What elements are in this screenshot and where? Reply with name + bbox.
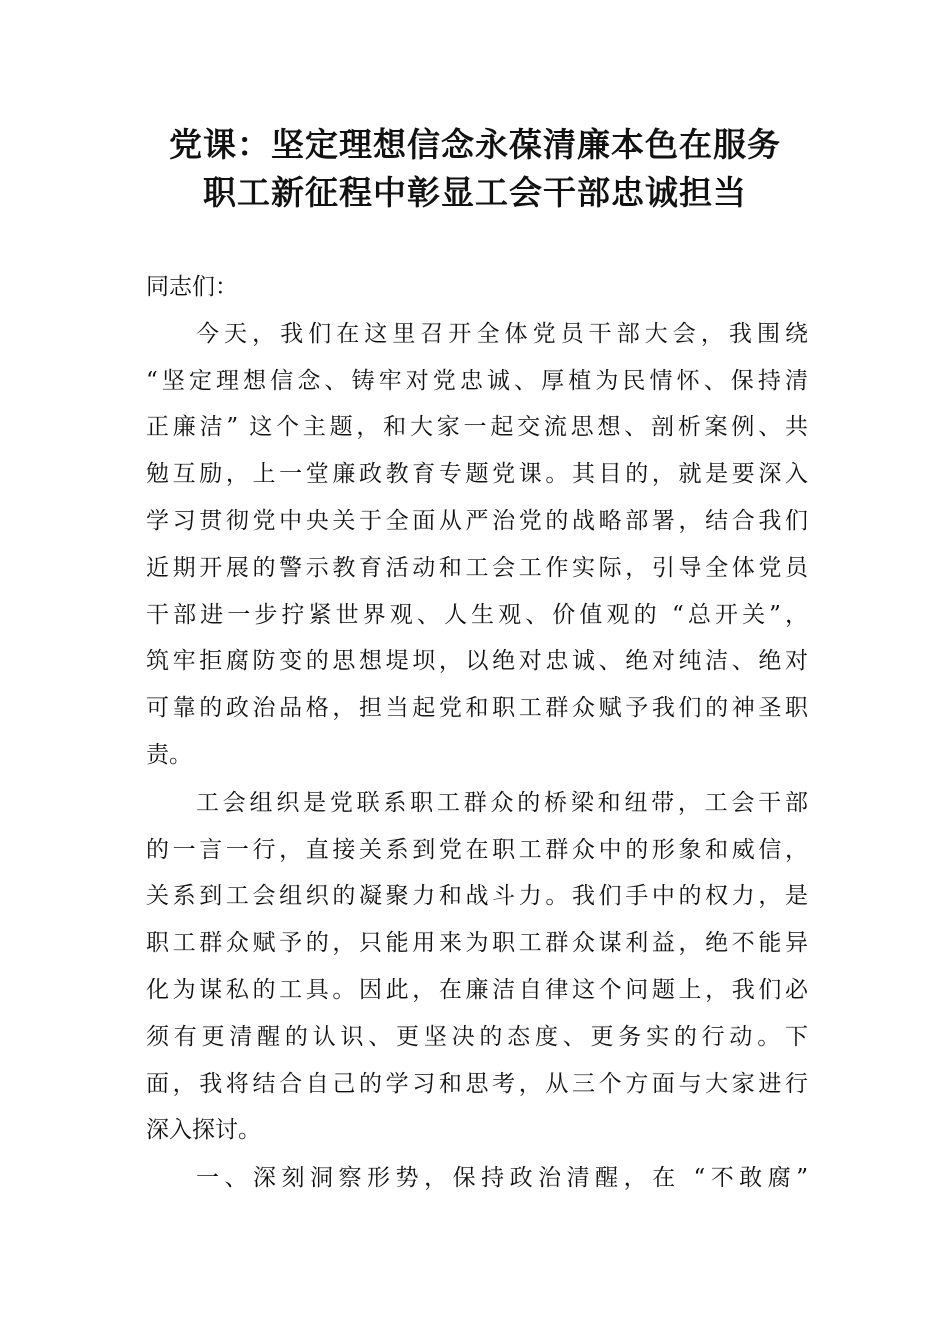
text-line: 须有更清醒的认识、更坚决的态度、更务实的行动。下 [146, 1023, 808, 1050]
paragraph-3 [146, 1155, 808, 1202]
text-line: 责。 [146, 741, 192, 768]
text-line: 勉互励，上一堂廉政教育专题党课。其目的，就是要深入 [146, 461, 808, 488]
title-line: 党课：坚定理想信念永葆清廉本色在服务 [169, 125, 781, 164]
document-body [146, 264, 808, 1202]
text-line: 学习贯彻党中央关于全面从严治党的战略部署，结合我们 [146, 507, 808, 534]
salutation: 同志们： [146, 274, 238, 300]
text-line: 深入探讨。 [146, 1117, 261, 1144]
text-line: 筑牢拒腐防变的思想堤坝，以绝对忠诚、绝对纯洁、绝对 [146, 648, 808, 675]
text-line: 面，我将结合自己的学习和思考，从三个方面与大家进行 [146, 1070, 808, 1097]
paragraph-2 [146, 780, 808, 1154]
text-line: 工会组织是党联系职工群众的桥梁和纽带，工会干部 [196, 789, 808, 816]
text-line: 正廉洁” 这个主题，和大家一起交流思想、剖析案例、共 [146, 414, 808, 441]
document-title [0, 121, 950, 217]
text-line: 干部进一步拧紧世界观、人生观、价值观的 “总开关”， [146, 601, 808, 628]
text-line: 近期开展的警示教育活动和工会工作实际，引导全体党员 [146, 554, 808, 581]
text-line: 今天，我们在这里召开全体党员干部大会，我围绕 [196, 320, 808, 347]
text-line: “坚定理想信念、铸牢对党忠诚、厚植为民情怀、保持清 [146, 367, 808, 394]
text-line: 化为谋私的工具。因此，在廉洁自律这个问题上，我们必 [146, 976, 808, 1003]
text-line: 职工群众赋予的，只能用来为职工群众谋利益，绝不能异 [146, 930, 808, 957]
text-line: 关系到工会组织的凝聚力和战斗力。我们手中的权力，是 [146, 883, 808, 910]
text-line: 的一言一行，直接关系到党在职工群众中的形象和威信， [146, 836, 808, 863]
title-line: 职工新征程中彰显工会干部忠诚担当 [203, 173, 747, 212]
text-line: 可靠的政治品格，担当起党和职工群众赋予我们的神圣职 [146, 695, 808, 722]
section-heading-line: 一、深刻洞察形势，保持政治清醒，在 “不敢腐” [196, 1165, 808, 1192]
paragraph-1 [146, 311, 808, 779]
